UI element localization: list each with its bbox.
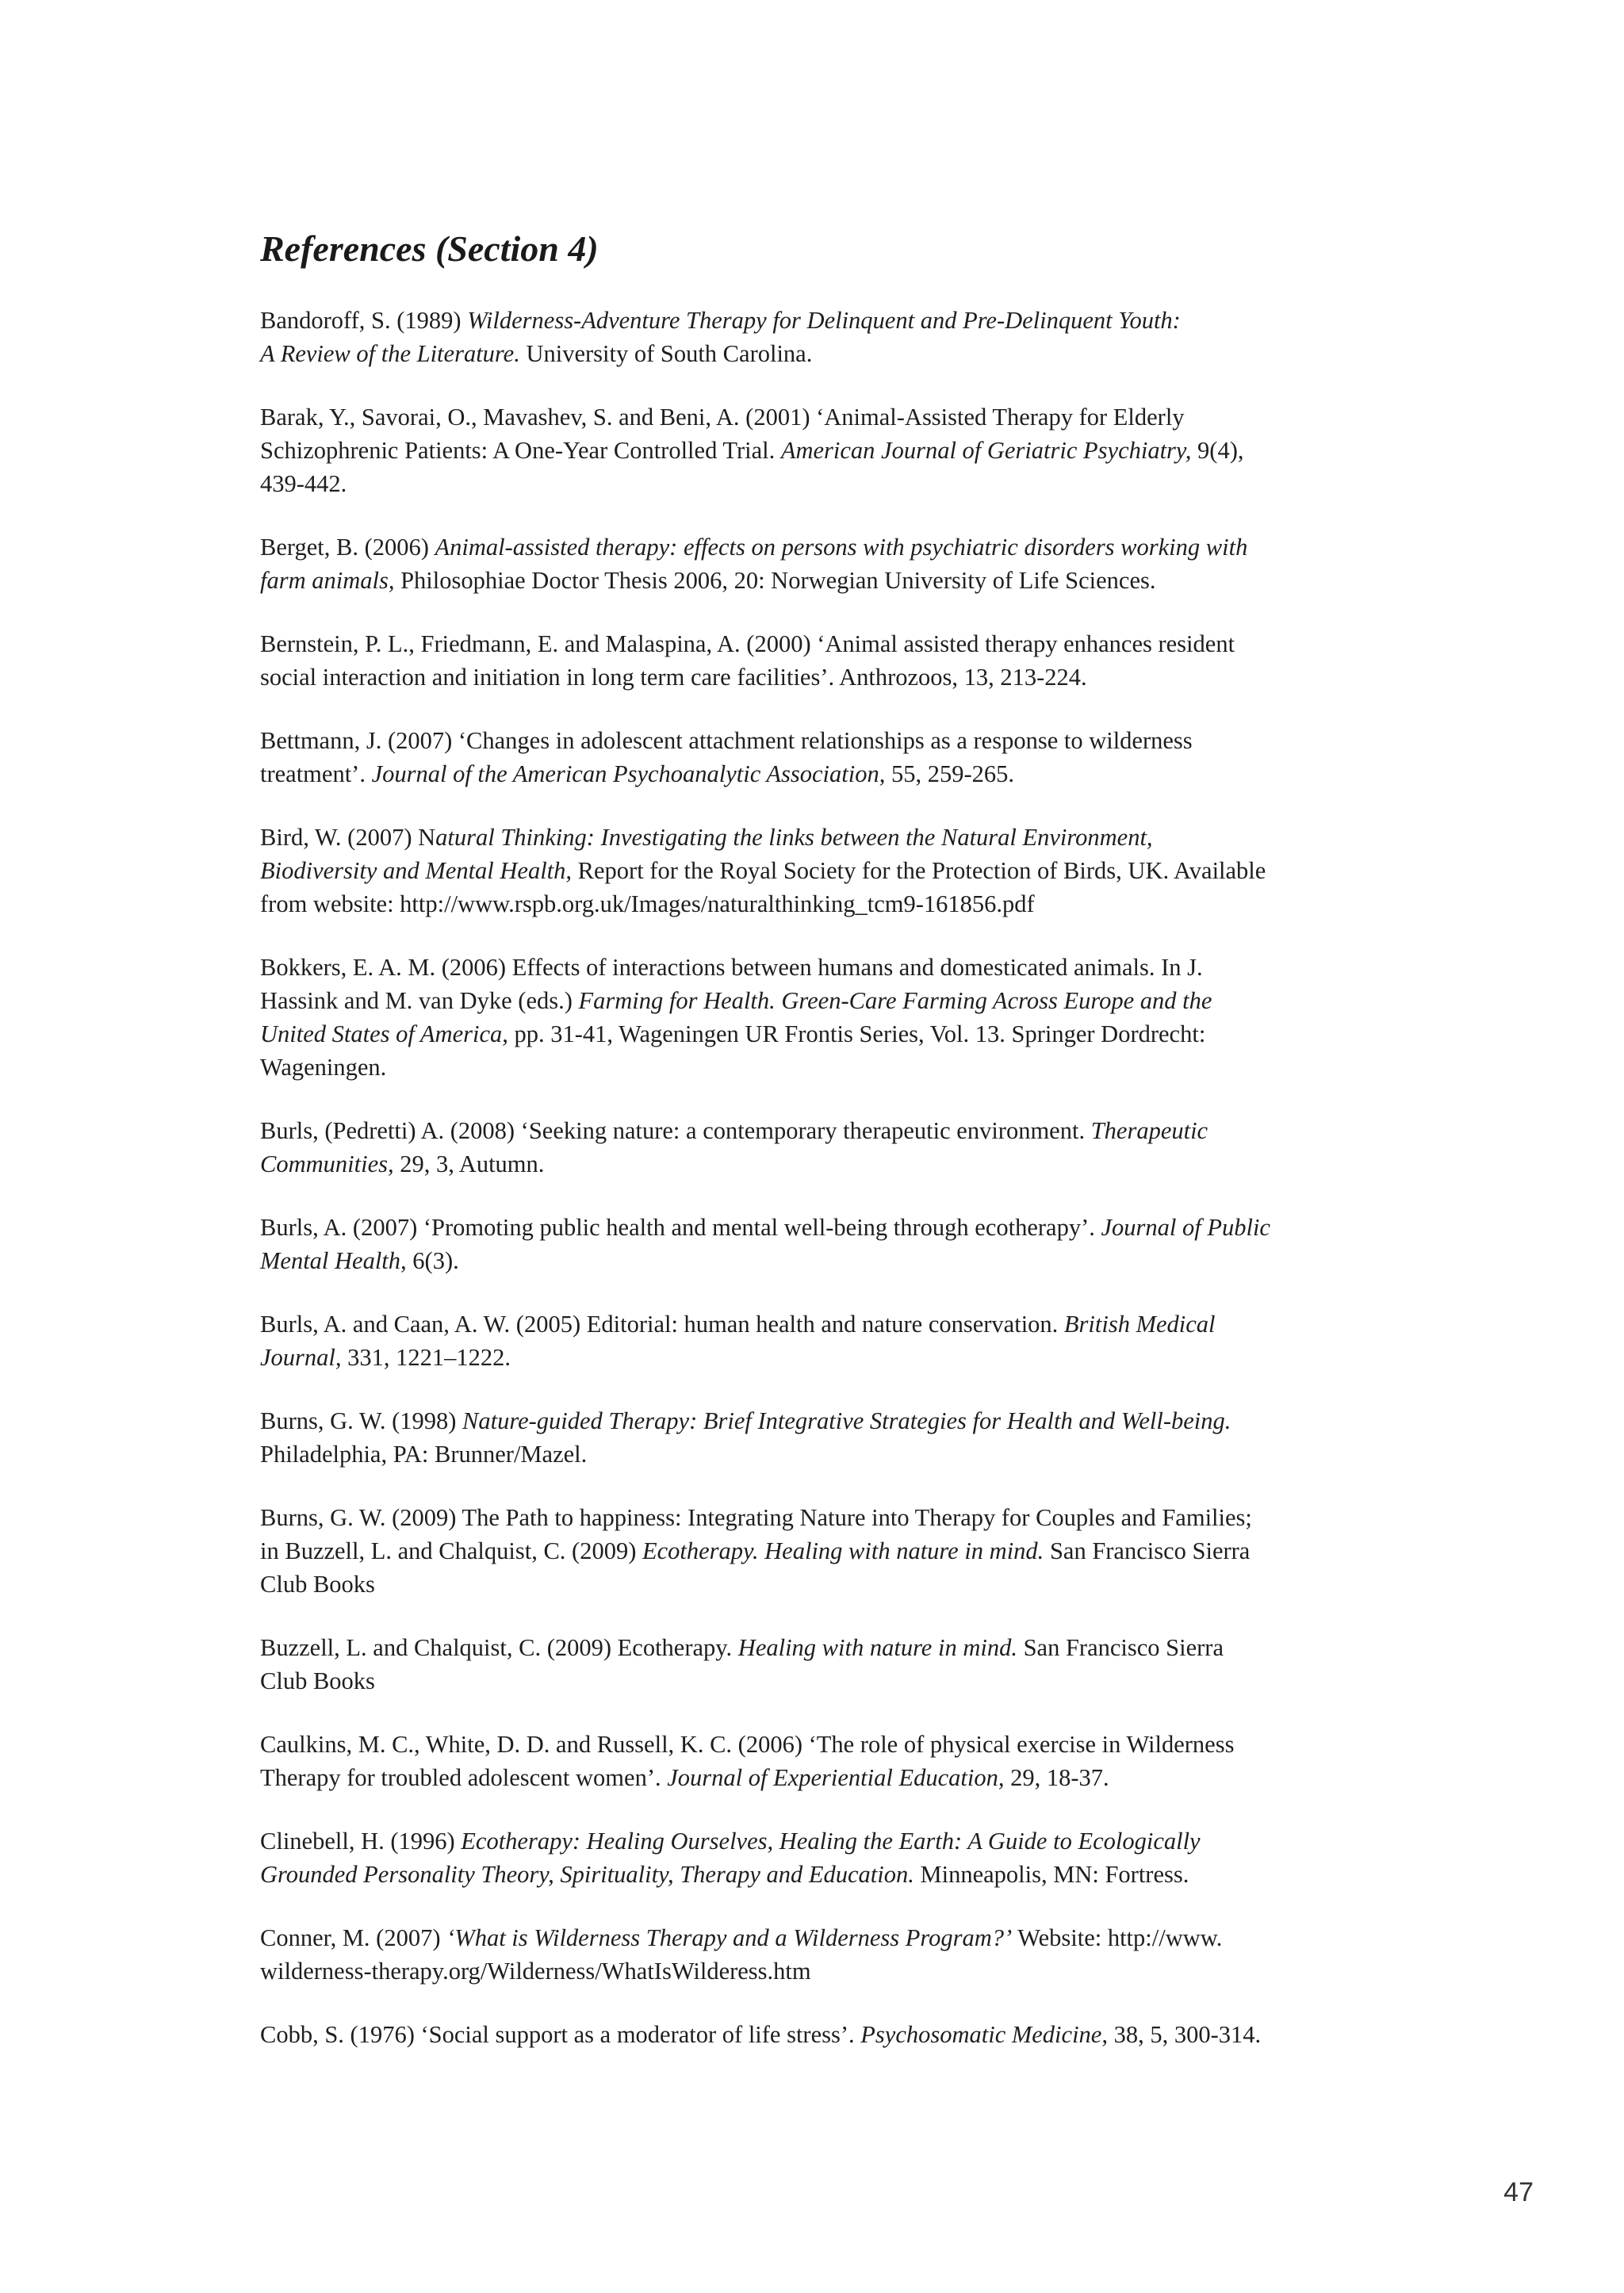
reference-text: Burls, (Pedretti) A. (2008) ‘Seeking nature: a contemporary therapeutic environment. — [260, 1117, 1091, 1144]
reference-entry — [260, 2018, 1418, 2051]
reference-text: Burls, A. (2007) ‘Promoting public health and mental well-being through ecotherapy’. — [260, 1214, 1101, 1241]
reference-text: Schizophrenic Patients: A One-Year Controlled Trial. — [260, 437, 781, 464]
reference-text: 439-442. — [260, 470, 347, 497]
reference-entry — [260, 304, 1418, 370]
reference-entry — [260, 724, 1418, 790]
reference-italic-text: Wilderness-Adventure Therapy for Delinquent and Pre-Delinquent Youth: — [467, 307, 1181, 334]
reference-line — [260, 757, 1418, 790]
reference-entry — [260, 951, 1418, 1084]
reference-line — [260, 854, 1418, 887]
reference-text: social interaction and initiation in long term care facilities’. Anthrozoos, 13, 213-224. — [260, 664, 1087, 691]
reference-line — [260, 724, 1418, 757]
page-number: 47 — [1503, 2177, 1534, 2207]
reference-text: 9(4), — [1191, 437, 1244, 464]
reference-line — [260, 400, 1418, 434]
reference-text: Therapy for troubled adolescent women’. — [260, 1764, 668, 1791]
reference-text: 331, 1221–1222. — [341, 1344, 511, 1371]
reference-text: 29, 18-37. — [1004, 1764, 1109, 1791]
reference-text: Burns, G. W. (1998) — [260, 1407, 463, 1434]
reference-text: Barak, Y., Savorai, O., Mavashev, S. and Beni, A. (2001) ‘Animal-Assisted Therapy for Elderly — [260, 404, 1185, 431]
reference-text: in Buzzell, L. and Chalquist, C. (2009) — [260, 1537, 642, 1564]
reference-text: Buzzell, L. and Chalquist, C. (2009) Ecotherapy. — [260, 1634, 738, 1661]
reference-line — [260, 1631, 1418, 1664]
reference-text: wilderness-therapy.org/Wilderness/WhatIsWilderess.htm — [260, 1958, 811, 1985]
reference-entry — [260, 1501, 1418, 1601]
reference-text: Club Books — [260, 1571, 375, 1598]
reference-italic-text: American Journal of Geriatric Psychiatry, — [780, 437, 1192, 464]
reference-entry — [260, 530, 1418, 597]
reference-text: Bettmann, J. (2007) ‘Changes in adolescent attachment relationships as a response to wilderness — [260, 727, 1193, 754]
reference-entry — [260, 1404, 1418, 1471]
reference-text: Report for the Royal Society for the Protection of Birds, UK. Available — [572, 857, 1266, 884]
reference-text: Bokkers, E. A. M. (2006) Effects of interactions between humans and domesticated animals. In J. — [260, 954, 1203, 981]
reference-italic-text: British Medical — [1063, 1311, 1216, 1338]
reference-text: Club Books — [260, 1667, 375, 1694]
reference-text: University of South Carolina. — [519, 340, 813, 367]
reference-line — [260, 467, 1418, 500]
reference-line — [260, 1244, 1418, 1277]
reference-entry — [260, 1114, 1418, 1181]
reference-line — [260, 984, 1418, 1017]
reference-entry — [260, 400, 1418, 500]
reference-italic-text: farm animals, — [260, 567, 395, 594]
reference-italic-text: Farming for Health. Green-Care Farming Across Europe and the — [578, 987, 1212, 1014]
reference-line — [260, 1954, 1418, 1988]
reference-line — [260, 2018, 1418, 2051]
reference-text: treatment’. — [260, 760, 372, 787]
reference-entry — [260, 1824, 1418, 1891]
reference-italic-text: Ecotherapy: Healing Ourselves, Healing the Earth: A Guide to Ecologically — [461, 1828, 1201, 1855]
reference-line — [260, 1051, 1418, 1084]
reference-line — [260, 1728, 1418, 1761]
reference-line — [260, 1501, 1418, 1534]
reference-text: San Francisco Sierra — [1017, 1634, 1224, 1661]
page-title: References (Section 4) — [260, 228, 599, 269]
reference-line — [260, 951, 1418, 984]
reference-italic-text: Grounded Personality Theory, Spirituality, Therapy and Education. — [260, 1861, 914, 1888]
reference-italic-text: Journal of Experiential Education, — [667, 1764, 1005, 1791]
reference-italic-text: Nature-guided Therapy: Brief Integrative Strategies for Health and Well-being. — [462, 1407, 1231, 1434]
reference-line — [260, 337, 1418, 370]
reference-line — [260, 1437, 1418, 1471]
reference-line — [260, 530, 1418, 564]
reference-line — [260, 304, 1418, 337]
reference-italic-text: Mental Health, — [260, 1247, 407, 1274]
reference-text: Philosophiae Doctor Thesis 2006, 20: Norwegian University of Life Sciences. — [394, 567, 1156, 594]
reference-italic-text: atural Thinking: Investigating the links between the Natural Environment, — [435, 824, 1153, 851]
reference-italic-text: Ecotherapy. Healing with nature in mind. — [642, 1537, 1044, 1564]
reference-entry — [260, 1728, 1418, 1794]
reference-italic-text: Journal of the American Psychoanalytic Association, — [371, 760, 886, 787]
reference-text: Caulkins, M. C., White, D. D. and Russell, K. C. (2006) ‘The role of physical exercise in Wilderness — [260, 1731, 1235, 1758]
reference-text: Website: http://www. — [1012, 1924, 1223, 1951]
reference-list — [260, 304, 1418, 2081]
reference-italic-text: Communities, — [260, 1150, 394, 1177]
reference-italic-text: Healing with nature in mind. — [737, 1634, 1017, 1661]
reference-text: Cobb, S. (1976) ‘Social support as a moderator of life stress’. — [260, 2021, 861, 2048]
reference-text: Burns, G. W. (2009) The Path to happiness: Integrating Nature into Therapy for Couples and Families; — [260, 1504, 1252, 1531]
reference-entry — [260, 821, 1418, 921]
reference-line — [260, 660, 1418, 694]
reference-italic-text: Animal-assisted therapy: effects on persons with psychiatric disorders working with — [435, 534, 1248, 561]
reference-line — [260, 1664, 1418, 1698]
reference-line — [260, 821, 1418, 854]
reference-text: Conner, M. (2007) — [260, 1924, 447, 1951]
reference-line — [260, 1114, 1418, 1147]
reference-text: 6(3). — [406, 1247, 459, 1274]
reference-line — [260, 1211, 1418, 1244]
reference-entry — [260, 627, 1418, 694]
reference-line — [260, 1017, 1418, 1051]
reference-text: Philadelphia, PA: Brunner/Mazel. — [260, 1441, 588, 1468]
reference-line — [260, 1307, 1418, 1341]
reference-line — [260, 564, 1418, 597]
reference-line — [260, 1761, 1418, 1794]
reference-text: Clinebell, H. (1996) — [260, 1828, 462, 1855]
reference-italic-text: A Review of the Literature. — [260, 340, 520, 367]
reference-text: Hassink and M. van Dyke (eds.) — [260, 987, 579, 1014]
reference-text: Bernstein, P. L., Friedmann, E. and Malaspina, A. (2000) ‘Animal assisted therapy enhances resident — [260, 630, 1235, 657]
reference-line — [260, 1404, 1418, 1437]
reference-line — [260, 1858, 1418, 1891]
reference-text: San Francisco Sierra — [1044, 1537, 1251, 1564]
reference-entry — [260, 1307, 1418, 1374]
reference-text: from website: http://www.rspb.org.uk/Images/naturalthinking_tcm9-161856.pdf — [260, 890, 1035, 917]
reference-line — [260, 1824, 1418, 1858]
reference-line — [260, 887, 1418, 921]
reference-text: Burls, A. and Caan, A. W. (2005) Editorial: human health and nature conservation. — [260, 1311, 1064, 1338]
reference-text: 38, 5, 300-314. — [1107, 2021, 1262, 2048]
reference-text: Bird, W. (2007) N — [260, 824, 436, 851]
reference-italic-text: Psychosomatic Medicine, — [860, 2021, 1108, 2048]
reference-line — [260, 627, 1418, 660]
reference-italic-text: Journal, — [260, 1344, 342, 1371]
reference-line — [260, 1534, 1418, 1568]
reference-line — [260, 1568, 1418, 1601]
reference-text: 29, 3, Autumn. — [393, 1150, 545, 1177]
reference-italic-text: Therapeutic — [1090, 1117, 1208, 1144]
reference-entry — [260, 1631, 1418, 1698]
reference-text: 55, 259-265. — [885, 760, 1014, 787]
reference-italic-text: Biodiversity and Mental Health, — [260, 857, 573, 884]
reference-italic-text: ‘What is Wilderness Therapy and a Wilderness Program?’ — [446, 1924, 1013, 1951]
reference-text: Berget, B. (2006) — [260, 534, 435, 561]
reference-line — [260, 1341, 1418, 1374]
reference-text: Minneapolis, MN: Fortress. — [914, 1861, 1189, 1888]
reference-italic-text: Journal of Public — [1101, 1214, 1270, 1241]
reference-line — [260, 1147, 1418, 1181]
reference-text: pp. 31-41, Wageningen UR Frontis Series, Vol. 13. Springer Dordrecht: — [508, 1020, 1206, 1047]
reference-italic-text: United States of America, — [260, 1020, 508, 1047]
reference-text: Bandoroff, S. (1989) — [260, 307, 468, 334]
reference-entry — [260, 1211, 1418, 1277]
reference-entry — [260, 1921, 1418, 1988]
reference-text: Wageningen. — [260, 1054, 387, 1081]
reference-line — [260, 1921, 1418, 1954]
reference-line — [260, 434, 1418, 467]
